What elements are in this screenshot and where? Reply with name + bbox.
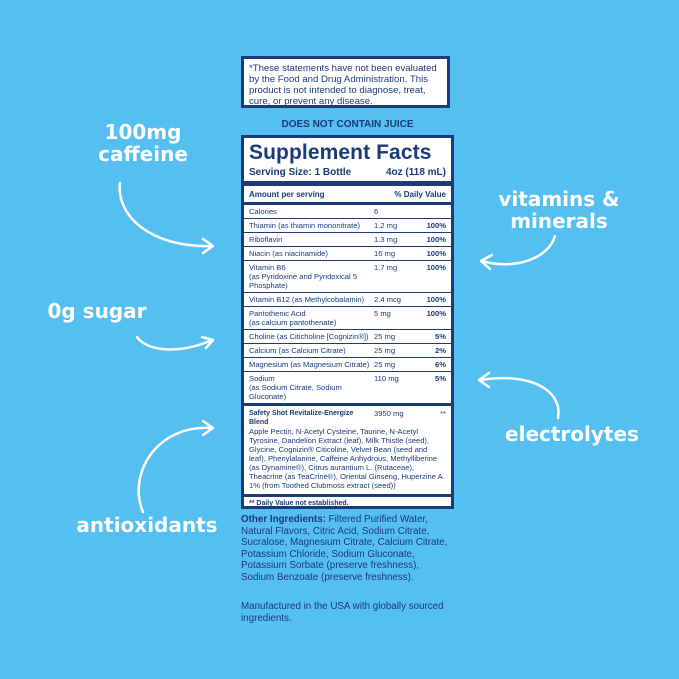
nutrient-amount: 1.7 mg [374,263,398,272]
nutrient-name: Calcium (as Calcium Citrate) [249,346,346,355]
other-ingredients [241,514,454,584]
blend-ingredients: Apple Pectin, N-Acetyl Cysteine, Taurine, N-Acetyl Tyrosine, Dandelion Extract (leaf), Milk Thistle (seed), Glycine, Cognizin® Citicoline, Velvet Bean (seed and leaf), Phenylalanine, Caffeine Anhydrous, Methylliberine (as Dynamine®), Citrus aurantium L. (Rutaceae), Theacrine (as TeaCrine®), Oriental Ginseng, Huperzine A 1% (from Toothed Clubmoss extract (seed)) [249,427,443,490]
nutrient-name: Riboflavin [249,235,283,244]
nutrient-rows [244,205,451,406]
nutrient-amount: 25 mg [374,360,396,369]
manufactured-note: Manufactured in the USA with globally sourced ingredients. [241,601,444,624]
callout-caffeine: 100mg caffeine [98,120,188,166]
nutrient-amount: 25 mg [374,332,396,341]
callout-electrolytes: electrolytes [505,422,639,446]
nutrient-amount: 5 mg [374,309,391,318]
daily-value-footnote: ** Daily Value not established. [249,500,349,507]
serving-size-amount: 4oz (118 mL) [385,167,446,178]
blend-amount: 3950 mg [374,409,404,418]
other-ingredients-text: Filtered Purified Water, Natural Flavors, Citric Acid, Sodium Citrate, Sucralose, Magnesium Citrate, Calcium Citrate, Potassium Chloride, Sodium Gluconate, Potassium Sorbate (preserve freshness), Sodium Benzoate (preserve freshness). [241,514,448,583]
arrow-antioxidants [139,428,212,512]
nutrient-row [244,344,451,358]
nutrient-amount: 110 mg [374,374,399,383]
nutrient-row [244,358,451,372]
nutrient-daily-value: 2% [435,346,446,355]
callout-sugar: 0g sugar [47,299,147,323]
proprietary-blend [244,406,451,497]
nutrient-row [244,261,451,293]
blend-header [249,409,446,427]
nutrient-row [244,307,451,330]
nutrient-daily-value: 100% [426,295,446,304]
fda-disclaimer: *These statements have not been evaluated by the Food and Drug Administration. This product is not intended to diagnose, treat, cure, or prevent any disease. [241,56,450,108]
amount-per-serving-label: Amount per serving [249,190,325,199]
nutrient-name: Magnesium (as Magnesium Citrate) [249,360,370,369]
nutrient-daily-value: 100% [426,221,446,230]
facts-header-row [244,186,451,205]
nutrient-daily-value: 100% [426,263,446,272]
serving-size-label: Serving Size: 1 Bottle [249,167,352,178]
arrow-electrolytes [480,378,558,418]
nutrient-name: Sodium (as Sodium Citrate, Sodium Gluconate) [249,374,342,401]
nutrient-amount: 6 [374,207,379,216]
nutrient-name: Choline (as Citicholine [Cognizin®]) [249,332,369,341]
nutrient-amount: 16 mg [374,249,396,258]
arrow-vitamins [482,236,555,264]
nutrient-row [244,247,451,261]
nutrient-amount: 25 mg [374,346,396,355]
nutrient-daily-value: 100% [426,309,446,318]
nutrient-row [244,293,451,307]
nutrient-row [244,233,451,247]
nutrient-daily-value: 100% [426,235,446,244]
supplement-facts-title: Supplement Facts [249,141,432,164]
serving-size-row [244,165,451,186]
arrow-sugar [137,337,212,349]
nutrient-row [244,219,451,233]
nutrient-amount: 1.2 mg [374,221,398,230]
blend-dv: ** [440,409,446,418]
nutrient-daily-value: 6% [435,360,446,369]
nutrient-name: Vitamin B6 (as Pyridoxine and Pyridoxical 5 Phosphate) [249,263,358,290]
nutrient-row [244,330,451,344]
nutrient-name: Vitamin B12 (as Methylcobalamin) [249,295,365,304]
nutrient-name: Thiamin (as thiamin mononitrate) [249,221,360,230]
nutrient-amount: 1.3 mg [374,235,398,244]
nutrient-name: Pantothenic Acid (as calcium pantothenate) [249,309,337,327]
nutrient-daily-value [418,207,446,216]
blend-name: Safety Shot Revitalize-Energize Blend [249,410,354,426]
nutrient-daily-value: 100% [426,249,446,258]
nutrient-amount: 2.4 mcg [374,295,402,304]
no-juice-label: DOES NOT CONTAIN JUICE [281,119,414,130]
nutrient-row [244,372,451,406]
nutrient-daily-value: 5% [435,374,446,383]
nutrient-row [244,205,451,219]
callout-vitamins: vitamins & minerals [498,187,620,233]
callout-antioxidants: antioxidants [76,513,218,537]
daily-value-label: % Daily Value [394,190,446,199]
arrow-caffeine [120,183,212,246]
nutrient-daily-value: 5% [435,332,446,341]
supplement-facts-panel [241,135,454,509]
nutrient-name: Calories [249,207,277,216]
nutrient-name: Niacin (as niacinamide) [249,249,328,258]
other-ingredients-label: Other Ingredients: [241,514,326,525]
